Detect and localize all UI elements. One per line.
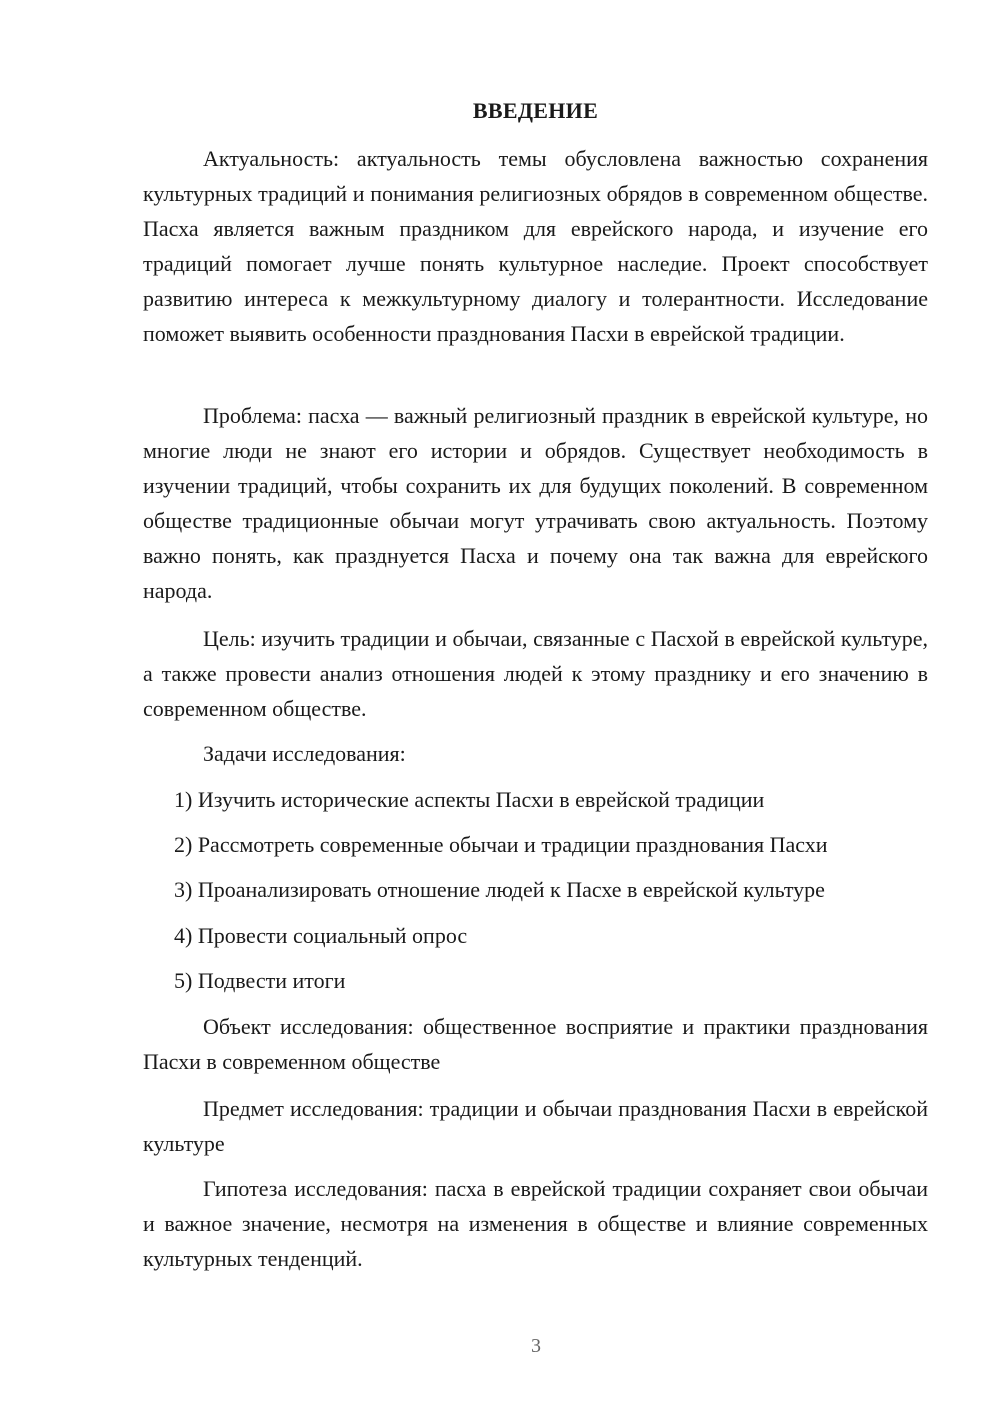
object-paragraph: Объект исследования: общественное восприятие и практики празднования Пасхи в современном обществе bbox=[143, 1014, 928, 1074]
problem-paragraph: Проблема: пасха — важный религиозный праздник в еврейской культуре, но многие люди не знают его истории и обрядов. Существует необходимость в изучении традиций, чтобы сохранить их для будущих поколений. В современном обществе традиционные обычаи могут утрачивать свою актуальность. Поэтому важно понять, как празднуется Пасха и почему она так важна для еврейского народа. bbox=[143, 403, 928, 603]
tasks-heading: Задачи исследования: bbox=[203, 741, 406, 766]
task-item-1: 1) Изучить исторические аспекты Пасхи в еврейской традиции bbox=[174, 787, 765, 812]
task-item-3: 3) Проанализировать отношение людей к Пасхе в еврейской культуре bbox=[174, 877, 825, 902]
goal-paragraph: Цель: изучить традиции и обычаи, связанные с Пасхой в еврейской культуре, а также провести анализ отношения людей к этому празднику и его значению в современном обществе. bbox=[143, 626, 928, 721]
page-number: 3 bbox=[531, 1335, 541, 1357]
document-body bbox=[143, 141, 928, 1281]
relevance-paragraph: Актуальность: актуальность темы обусловлена важностью сохранения культурных традиций и понимания религиозных обрядов в современном обществе. Пасха является важным праздником для еврейского народа, и изучение его традиций помогает лучше понять культурное наследие. Проект способствует развитию интереса к межкультурному диалогу и толерантности. Исследование поможет выявить особенности празднования Пасхи в еврейской традиции. bbox=[143, 146, 928, 346]
section-heading: ВВЕДЕНИЕ bbox=[472, 98, 599, 123]
subject-paragraph: Предмет исследования: традиции и обычаи празднования Пасхи в еврейской культуре bbox=[143, 1096, 928, 1156]
hypothesis-paragraph: Гипотеза исследования: пасха в еврейской традиции сохраняет свои обычаи и важное значение, несмотря на изменения в обществе и влияние современных культурных тенденций. bbox=[143, 1176, 928, 1271]
task-item-4: 4) Провести социальный опрос bbox=[174, 923, 468, 948]
task-item-5: 5) Подвести итоги bbox=[174, 968, 346, 993]
task-item-2: 2) Рассмотреть современные обычаи и традиции празднования Пасхи bbox=[174, 832, 828, 857]
